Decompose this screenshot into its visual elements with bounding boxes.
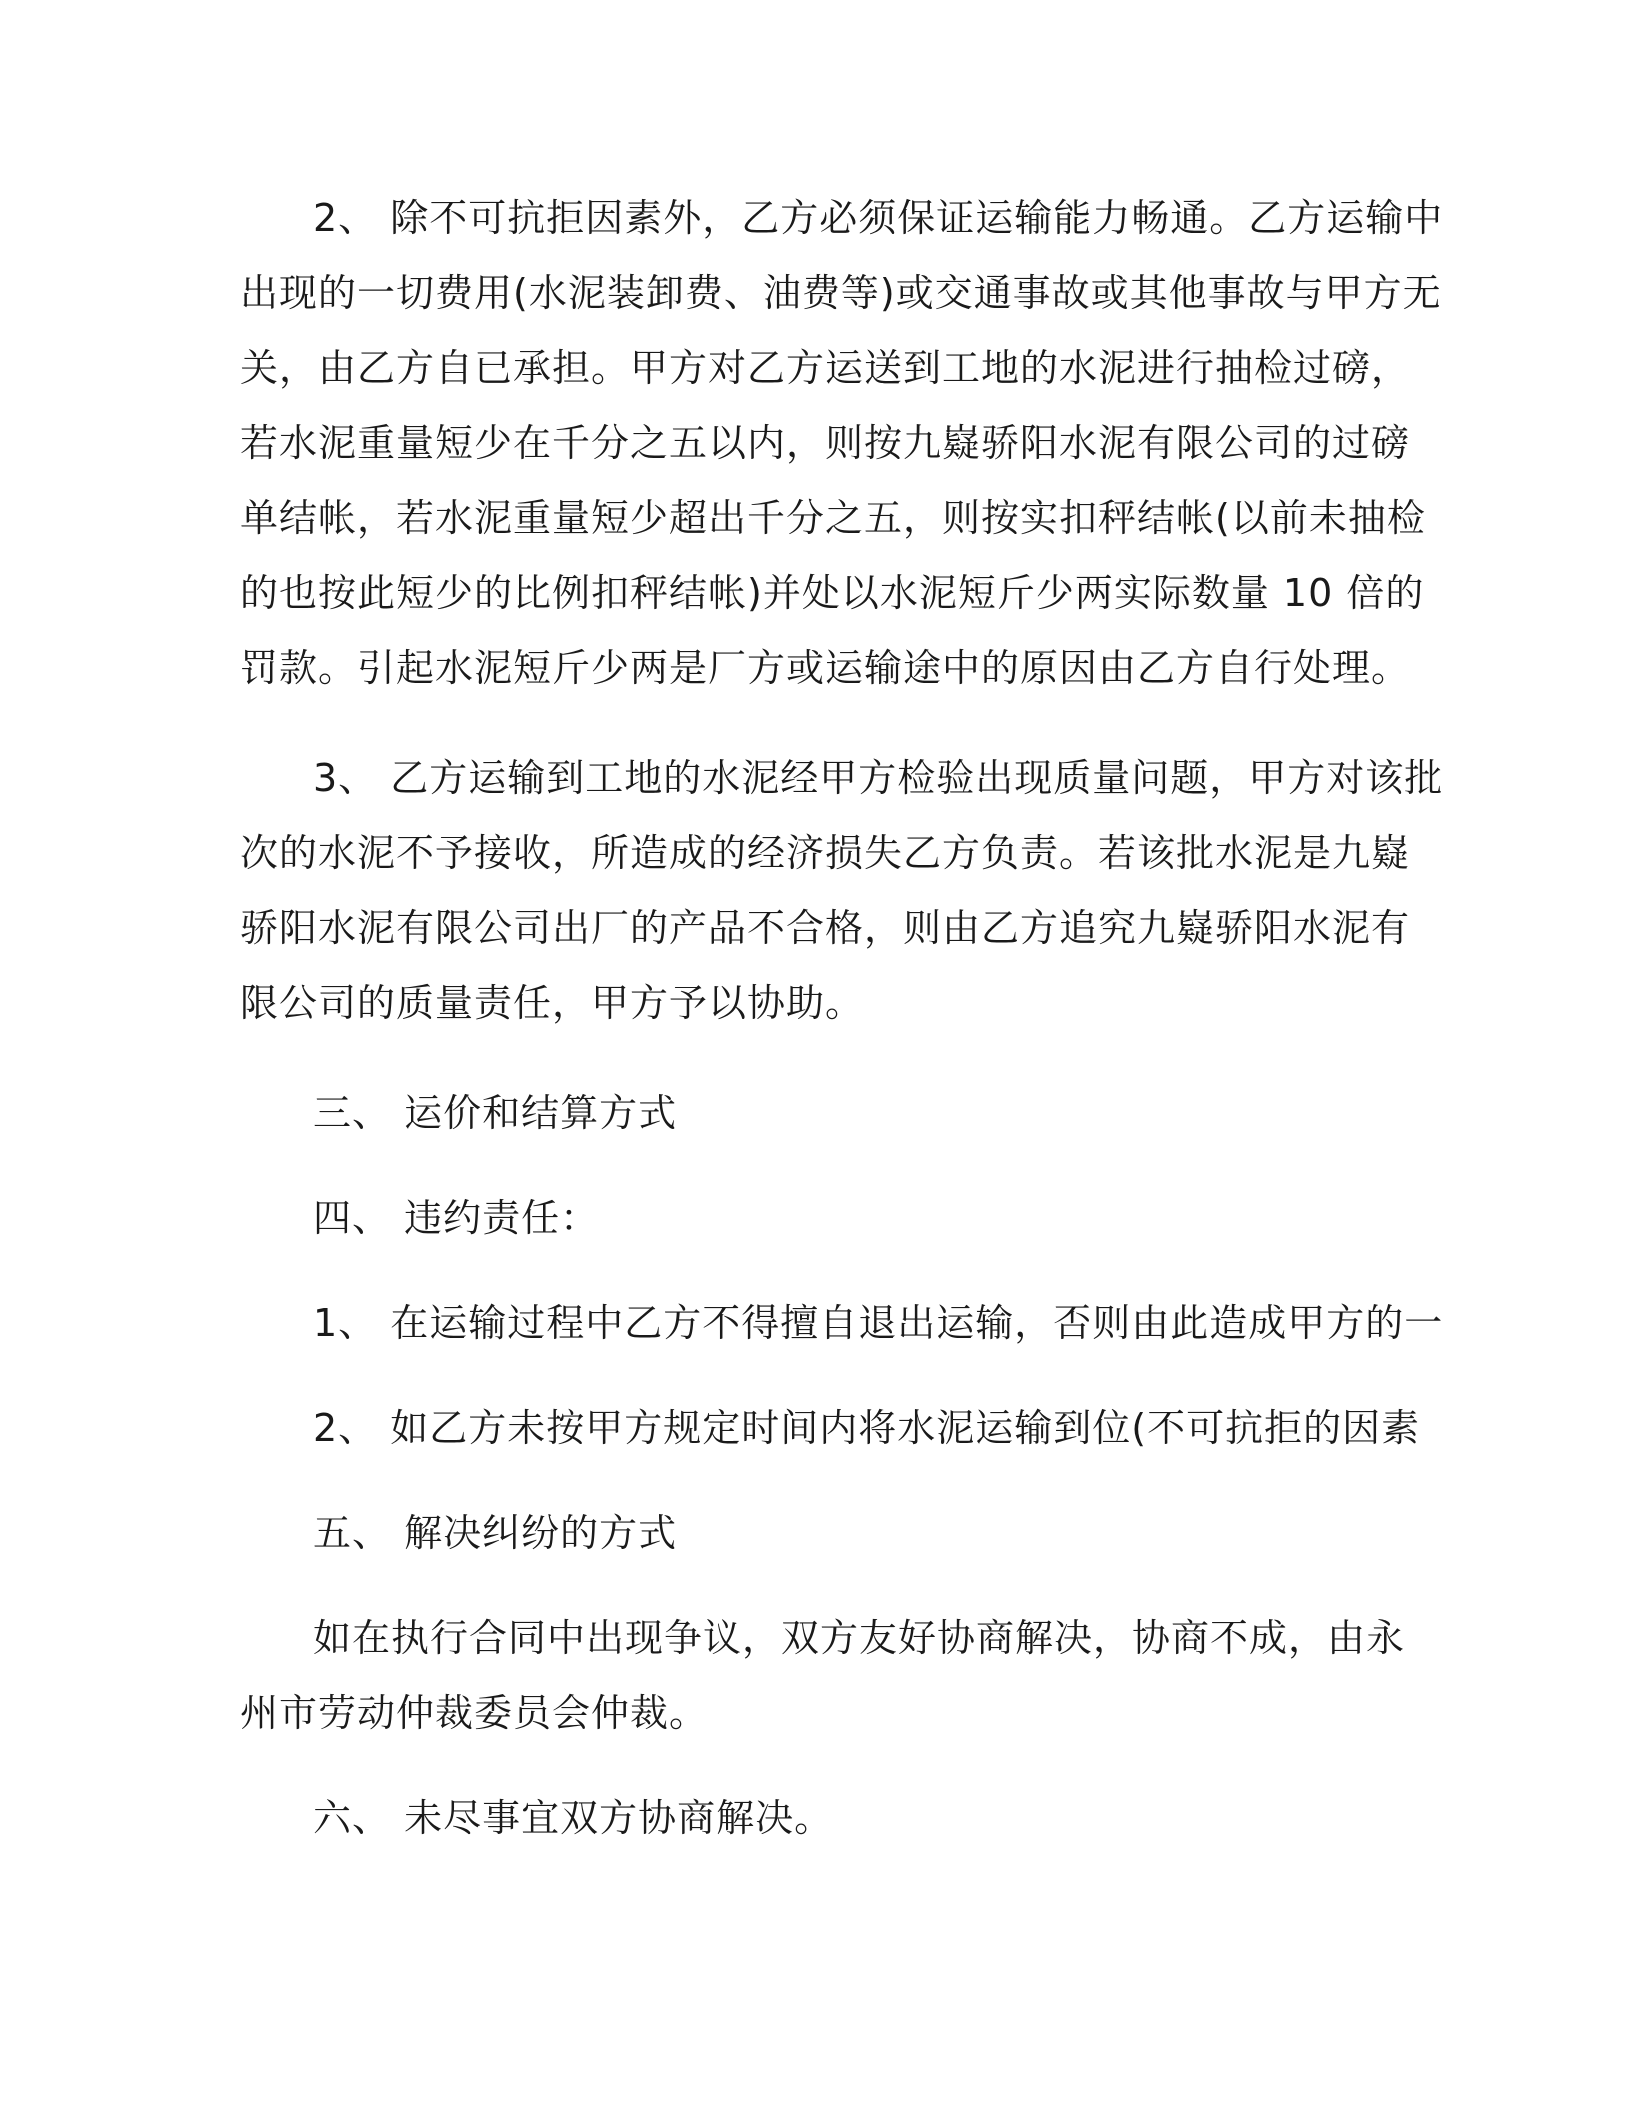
text-line: 州市劳动仲裁委员会仲裁。 bbox=[240, 1691, 709, 1735]
text-line: 如在执行合同中出现争议，双方友好协商解决，协商不成，由永 bbox=[313, 1616, 1406, 1660]
text-line: 若水泥重量短少在千分之五以内，则按九嶷骄阳水泥有限公司的过磅 bbox=[240, 421, 1411, 465]
text-line: 骄阳水泥有限公司出厂的产品不合格，则由乙方追究九嶷骄阳水泥有 bbox=[240, 906, 1411, 950]
text-line: 罚款。引起水泥短斤少两是厂方或运输途中的原因由乙方自行处理。 bbox=[240, 646, 1411, 690]
section-heading-4: 四、 违约责任： bbox=[313, 1196, 600, 1240]
liability-item-2: 2、 如乙方未按甲方规定时间内将水泥运输到位(不可抗拒的因素 bbox=[313, 1406, 1421, 1450]
section-heading-5: 五、 解决纠纷的方式 bbox=[313, 1511, 678, 1555]
text-line: 次的水泥不予接收，所造成的经济损失乙方负责。若该批水泥是九嶷 bbox=[240, 831, 1411, 875]
liability-item-1: 1、 在运输过程中乙方不得擅自退出运输，否则由此造成甲方的一 bbox=[313, 1301, 1444, 1345]
text-line: 出现的一切费用(水泥装卸费、油费等)或交通事故或其他事故与甲方无 bbox=[240, 271, 1442, 315]
text-line: 2、 除不可抗拒因素外，乙方必须保证运输能力畅通。乙方运输中 bbox=[313, 196, 1444, 240]
section-heading-3: 三、 运价和结算方式 bbox=[313, 1091, 678, 1135]
text-line: 3、 乙方运输到工地的水泥经甲方检验出现质量问题，甲方对该批 bbox=[313, 756, 1444, 800]
text-line: 单结帐，若水泥重量短少超出千分之五，则按实扣秤结帐(以前未抽检 bbox=[240, 496, 1426, 540]
section-heading-6: 六、 未尽事宜双方协商解决。 bbox=[313, 1796, 834, 1840]
text-line: 的也按此短少的比例扣秤结帐)并处以水泥短斤少两实际数量 10 倍的 bbox=[240, 571, 1425, 615]
text-line: 关，由乙方自已承担。甲方对乙方运送到工地的水泥进行抽检过磅， bbox=[240, 346, 1411, 390]
text-line: 限公司的质量责任，甲方予以协助。 bbox=[240, 981, 865, 1025]
